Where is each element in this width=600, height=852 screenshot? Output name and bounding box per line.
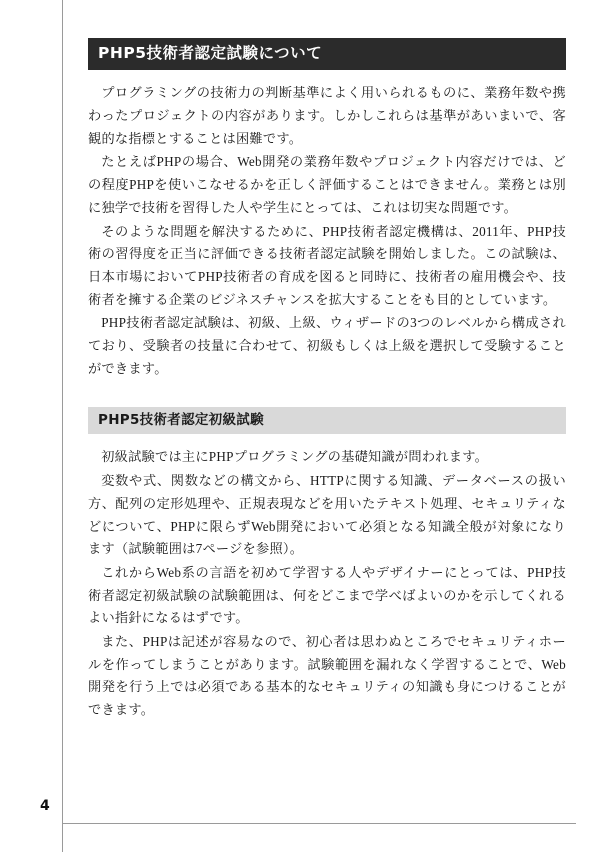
section-paragraph-block xyxy=(88,446,566,721)
paragraph: これからWeb系の言語を初めて学習する人やデザイナーにとっては、PHP技術者認定初級試験の試験範囲は、何をどこまで学べばよいのかを示してくれるよい指針になるはずです。 xyxy=(88,564,566,626)
paragraph: たとえばPHPの場合、Web開発の業務年数やプロジェクト内容だけでは、どの程度PHPを使いこなせるかを正しく評価することはできません。業務とは別に独学で技術を習得した人や学生にとっては、これは切実な問題です。 xyxy=(88,154,566,215)
paragraph: また、PHPは記述が容易なので、初心者は思わぬところでセキュリティホールを作ってしまうことがあります。試験範囲を漏れなく学習することで、Web開発を行う上では必須である基本的なセキュリティの知識も身につけることができます。 xyxy=(88,634,566,718)
section-heading: PHP5技術者認定初級試験 xyxy=(88,407,566,435)
paragraph: PHP技術者認定試験は、初級、上級、ウィザードの3つのレベルから構成されており、受験者の技量に合わせて、初級もしくは上級を選択して受験することができます。 xyxy=(88,315,566,376)
page-content xyxy=(88,38,566,722)
intro-paragraph-block xyxy=(88,82,566,380)
chapter-heading: PHP5技術者認定試験について xyxy=(88,38,566,70)
footer-rule-divider xyxy=(62,823,576,824)
paragraph: 初級試験では主にPHPプログラミングの基礎知識が問われます。 xyxy=(101,449,489,465)
paragraph: プログラミングの技術力の判断基準によく用いられるものに、業務年数や携わったプロジェクトの内容があります。しかしこれらは基準があいまいで、客観的な指標とすることは困難です。 xyxy=(88,85,566,146)
binding-rule-divider xyxy=(62,0,63,852)
paragraph: 変数や式、関数などの構文から、HTTPに関する知識、データベースの扱い方、配列の定形処理や、正規表現などを用いたテキスト処理、セキュリティなどについて、PHPに限らずWeb開発において必須となる知識全般が対象になります（試験範囲は7ページを参照）。 xyxy=(88,473,566,557)
page-number: 4 xyxy=(40,798,50,814)
paragraph: そのような問題を解決するために、PHP技術者認定機構は、2011年、PHP技術の習得度を正当に評価できる技術者認定試験を開始しました。この試験は、日本市場においてPHP技術者の育成を図ると同時に、技術者の雇用機会や、技術者を擁する企業のビジネスチャンスを拡大することをも目的としています。 xyxy=(88,223,566,307)
